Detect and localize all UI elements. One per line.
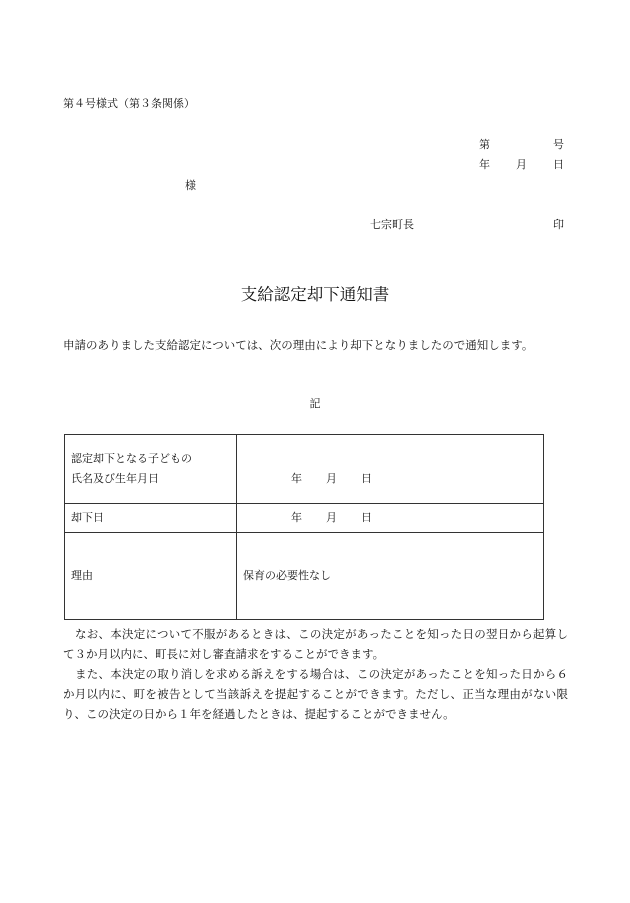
- intro-text: 申請のありました支給認定については、次の理由により却下となりましたので通知します。: [63, 338, 534, 352]
- rejection-date-cell: [237, 504, 544, 533]
- appeal-notice: なお、本決定について不服があるときは、この決定があったことを知った日の翌日から起算して３か月以内に、町長に対し審査請求をすることができます。: [63, 627, 568, 661]
- seal-mark: 印: [553, 218, 564, 231]
- table-row-reason: [65, 533, 544, 620]
- child-birth-month: 月: [326, 472, 337, 485]
- table-row-child: [65, 435, 544, 504]
- date-year: 年: [479, 158, 490, 171]
- child-label-line2: 氏名及び生年月日: [71, 472, 159, 485]
- child-birth-year: 年: [291, 472, 302, 485]
- rejection-year: 年: [291, 511, 302, 524]
- rejection-day: 日: [361, 511, 372, 524]
- recipient-honorific: 様: [185, 179, 196, 192]
- reason-label: 理由: [65, 533, 237, 620]
- lawsuit-notice: また、本決定の取り消しを求める訴えをする場合は、この決定があったことを知った日から６か月以内に、町を被告として当該訴えを提起することができます。ただし、正当な理由がない限り、この決定の日から１年を経過したときは、提起することができません。: [63, 667, 568, 721]
- rejection-date-label: 却下日: [65, 504, 237, 533]
- date-month: 月: [516, 158, 527, 171]
- doc-number-prefix: 第: [479, 138, 490, 151]
- doc-number-suffix: 号: [553, 138, 564, 151]
- child-birth-day: 日: [361, 472, 372, 485]
- child-label-cell: [65, 435, 237, 504]
- table-row-rejection-date: [65, 504, 544, 533]
- reason-value: 保育の必要性なし: [237, 533, 544, 620]
- document-title: 支給認定却下通知書: [240, 285, 390, 304]
- child-birthdate-cell: [237, 435, 544, 504]
- child-label-line1: 認定却下となる子どもの: [71, 452, 192, 465]
- decision-table: [64, 434, 544, 620]
- form-number: 第４号様式（第３条関係）: [63, 97, 195, 110]
- rejection-month: 月: [326, 511, 337, 524]
- date-day: 日: [553, 158, 564, 171]
- ki-heading: 記: [309, 397, 321, 410]
- issuer-name: 七宗町長: [370, 218, 414, 231]
